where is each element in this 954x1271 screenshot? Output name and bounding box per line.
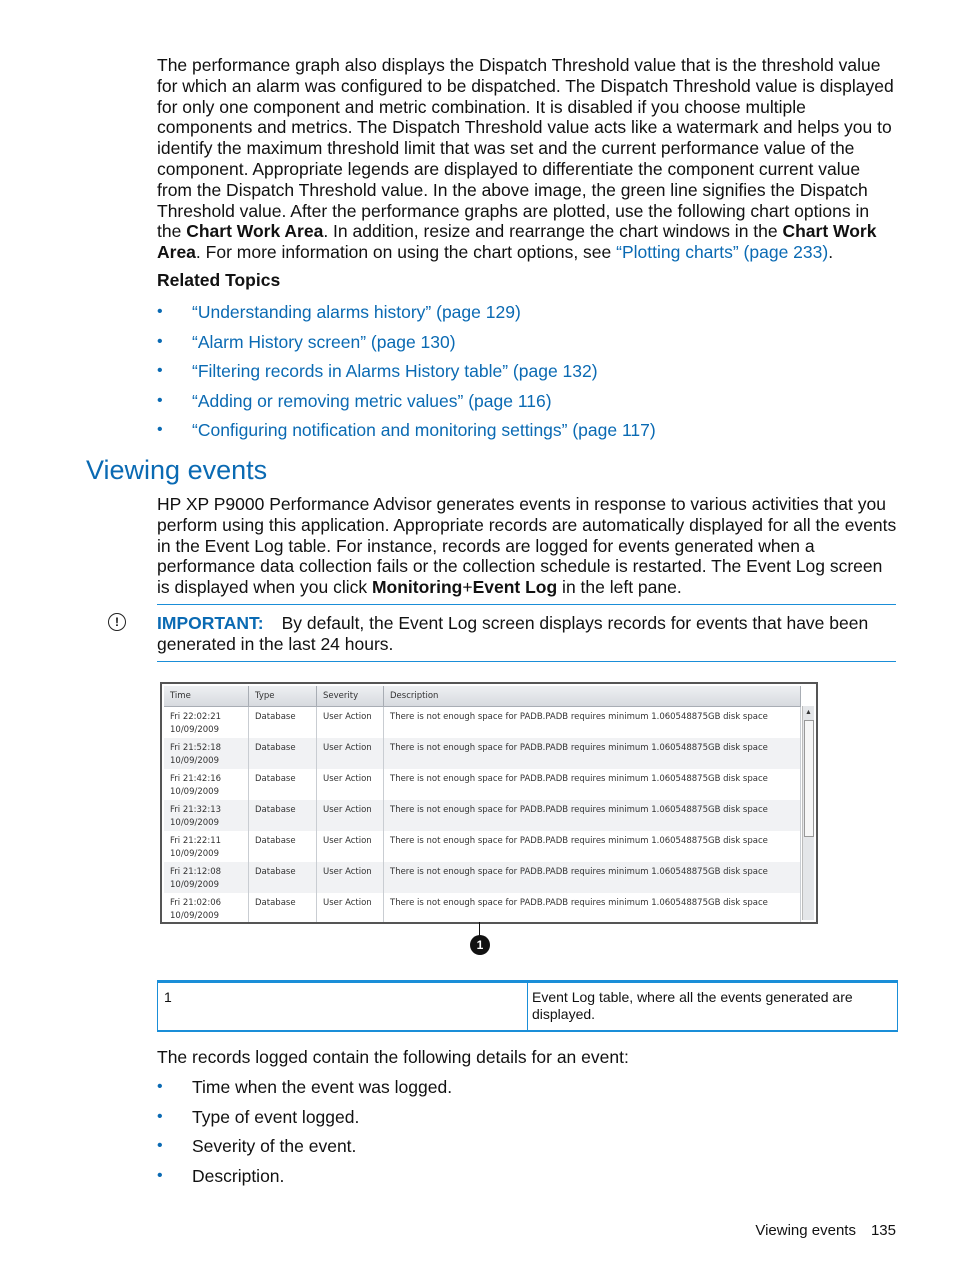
bullet-icon: •: [157, 421, 163, 438]
related-link[interactable]: “Understanding alarms history” (page 129): [192, 302, 521, 322]
related-topics-heading: Related Topics: [157, 270, 281, 290]
intro-paragraph: [157, 55, 897, 263]
severity-cell: User Action: [317, 893, 384, 924]
time-cell: Fri 21:32:13 10/09/2009: [164, 800, 249, 831]
important-label: IMPORTANT:: [157, 613, 264, 633]
table-row[interactable]: [164, 893, 801, 924]
bullet-icon: •: [157, 362, 163, 379]
list-item: [157, 361, 656, 391]
description-cell: There is not enough space for PADB.PADB requires minimum 1.060548875GB disk space: [384, 769, 801, 800]
page-footer: [755, 1222, 896, 1239]
chart-work-area-term: Chart Work Area: [157, 221, 877, 263]
table-header-row: [164, 686, 801, 707]
related-link[interactable]: “Filtering records in Alarms History table” (page 132): [192, 361, 598, 381]
column-header-type[interactable]: Type: [249, 686, 317, 707]
section-text: in the left pane.: [557, 577, 682, 598]
description-cell: There is not enough space for PADB.PADB requires minimum 1.060548875GB disk space: [384, 738, 801, 769]
description-cell: There is not enough space for PADB.PADB requires minimum 1.060548875GB disk space: [384, 862, 801, 893]
intro-text: The performance graph also displays the Dispatch Threshold value that is the threshold value for which an alarm was configured to be dispatched. The Dispatch Threshold value is displayed for only one component and metric combination. It is disabled if you choose multiple components and metrics. The Dispatch Threshold value acts like a watermark and helps you to identify the maximum threshold limit that was set and the current performance value of the component. Appropriate legends are displayed to differentiate the component current value from the Dispatch Threshold value. In the above image, the green line signifies the Dispatch Threshold value. After the performance graphs are plotted, use the following chart options in the: [157, 55, 894, 242]
time-cell: Fri 21:02:06 10/09/2009: [164, 893, 249, 924]
intro-text: .: [828, 242, 834, 263]
time-cell: Fri 21:22:11 10/09/2009: [164, 831, 249, 862]
related-link[interactable]: “Adding or removing metric values” (page 116): [192, 390, 552, 411]
list-item: [157, 302, 656, 332]
chart-work-area-term: Chart Work Area: [186, 221, 324, 242]
table-row[interactable]: [164, 862, 801, 893]
page-number: 135: [870, 1222, 896, 1239]
important-icon: !: [108, 613, 126, 631]
list-item: [157, 332, 656, 362]
legend-description: Event Log table, where all the events generated are displayed.: [532, 989, 853, 1022]
severity-cell: User Action: [317, 769, 384, 800]
section-paragraph: [157, 494, 897, 598]
list-item: • Time when the event was logged.: [157, 1077, 453, 1097]
details-intro: The records logged contain the following details for an event:: [157, 1047, 629, 1067]
column-header-severity[interactable]: Severity: [317, 686, 384, 707]
list-item: • Type of event logged.: [157, 1106, 360, 1127]
list-item: [157, 391, 656, 421]
list-item: • Severity of the event.: [157, 1136, 357, 1156]
bullet-icon: •: [157, 1166, 163, 1184]
table-row[interactable]: [164, 707, 801, 739]
severity-cell: User Action: [317, 707, 384, 739]
callout-legend-table: [157, 980, 898, 1032]
description-cell: There is not enough space for PADB.PADB requires minimum 1.060548875GB disk space: [384, 893, 801, 924]
type-cell: Database: [249, 769, 317, 800]
section-title: Viewing events: [86, 455, 268, 485]
related-link[interactable]: “Configuring notification and monitoring settings” (page 117): [192, 420, 656, 440]
event-log-term: Event Log: [472, 577, 558, 598]
type-cell: Database: [249, 738, 317, 769]
callout-line: [479, 922, 480, 936]
time-cell: Fri 21:12:08 10/09/2009: [164, 862, 249, 893]
plus-sign: +: [462, 577, 473, 598]
bullet-icon: •: [157, 1137, 163, 1154]
description-cell: There is not enough space for PADB.PADB requires minimum 1.060548875GB disk space: [384, 707, 801, 739]
time-cell: Fri 21:52:18 10/09/2009: [164, 738, 249, 769]
description-cell: There is not enough space for PADB.PADB requires minimum 1.060548875GB disk space: [384, 831, 801, 862]
type-cell: Database: [249, 831, 317, 862]
column-header-description[interactable]: Description: [384, 686, 801, 707]
type-cell: Database: [249, 893, 317, 924]
plotting-charts-link[interactable]: “Plotting charts” (page 233): [616, 242, 829, 263]
important-note: [157, 604, 896, 662]
bullet-icon: •: [157, 303, 163, 320]
bullet-icon: •: [157, 1078, 163, 1095]
type-cell: Database: [249, 800, 317, 831]
table-row[interactable]: [164, 831, 801, 862]
related-topics-list: [157, 302, 656, 450]
related-link[interactable]: “Alarm History screen” (page 130): [192, 331, 456, 352]
table-scrollbar[interactable]: [802, 706, 814, 920]
callout-marker: 1: [470, 935, 490, 955]
list-item: • Description.: [157, 1165, 285, 1186]
event-log-table: [164, 686, 801, 924]
intro-text: . For more information on using the chart options, see: [195, 242, 617, 263]
description-cell: There is not enough space for PADB.PADB requires minimum 1.060548875GB disk space: [384, 800, 801, 831]
monitoring-term: Monitoring: [371, 577, 463, 598]
details-list: [157, 1077, 452, 1195]
severity-cell: User Action: [317, 831, 384, 862]
bullet-icon: •: [157, 332, 163, 350]
table-row[interactable]: [164, 800, 801, 831]
time-cell: Fri 21:42:16 10/09/2009: [164, 769, 249, 800]
column-header-time[interactable]: Time: [164, 686, 249, 707]
table-row[interactable]: [164, 738, 801, 769]
legend-number: 1: [164, 989, 172, 1005]
bullet-icon: •: [157, 1107, 163, 1125]
footer-label: Viewing events: [755, 1222, 856, 1239]
event-log-screenshot: [160, 682, 818, 924]
severity-cell: User Action: [317, 800, 384, 831]
scroll-thumb[interactable]: [804, 720, 814, 837]
table-row[interactable]: [164, 769, 801, 800]
bullet-icon: •: [157, 391, 163, 409]
scroll-up-icon[interactable]: ▲: [805, 709, 812, 716]
section-text: HP XP P9000 Performance Advisor generates events in response to various activities that you perform using this application. Appropriate records are automatically displayed for all the events in the Event Log table. For instance, records are logged for events generated when a performance data collection fails or the collection schedule is restarted. The Event Log screen is displayed when you click: [157, 494, 897, 598]
intro-text: . In addition, resize and rearrange the chart windows in the: [323, 221, 783, 242]
important-text: By default, the Event Log screen displays records for events that have been generated in the last 24 hours.: [157, 613, 869, 654]
severity-cell: User Action: [317, 862, 384, 893]
severity-cell: User Action: [317, 738, 384, 769]
list-item: [157, 420, 656, 450]
time-cell: Fri 22:02:21 10/09/2009: [164, 707, 249, 739]
type-cell: Database: [249, 862, 317, 893]
type-cell: Database: [249, 707, 317, 739]
